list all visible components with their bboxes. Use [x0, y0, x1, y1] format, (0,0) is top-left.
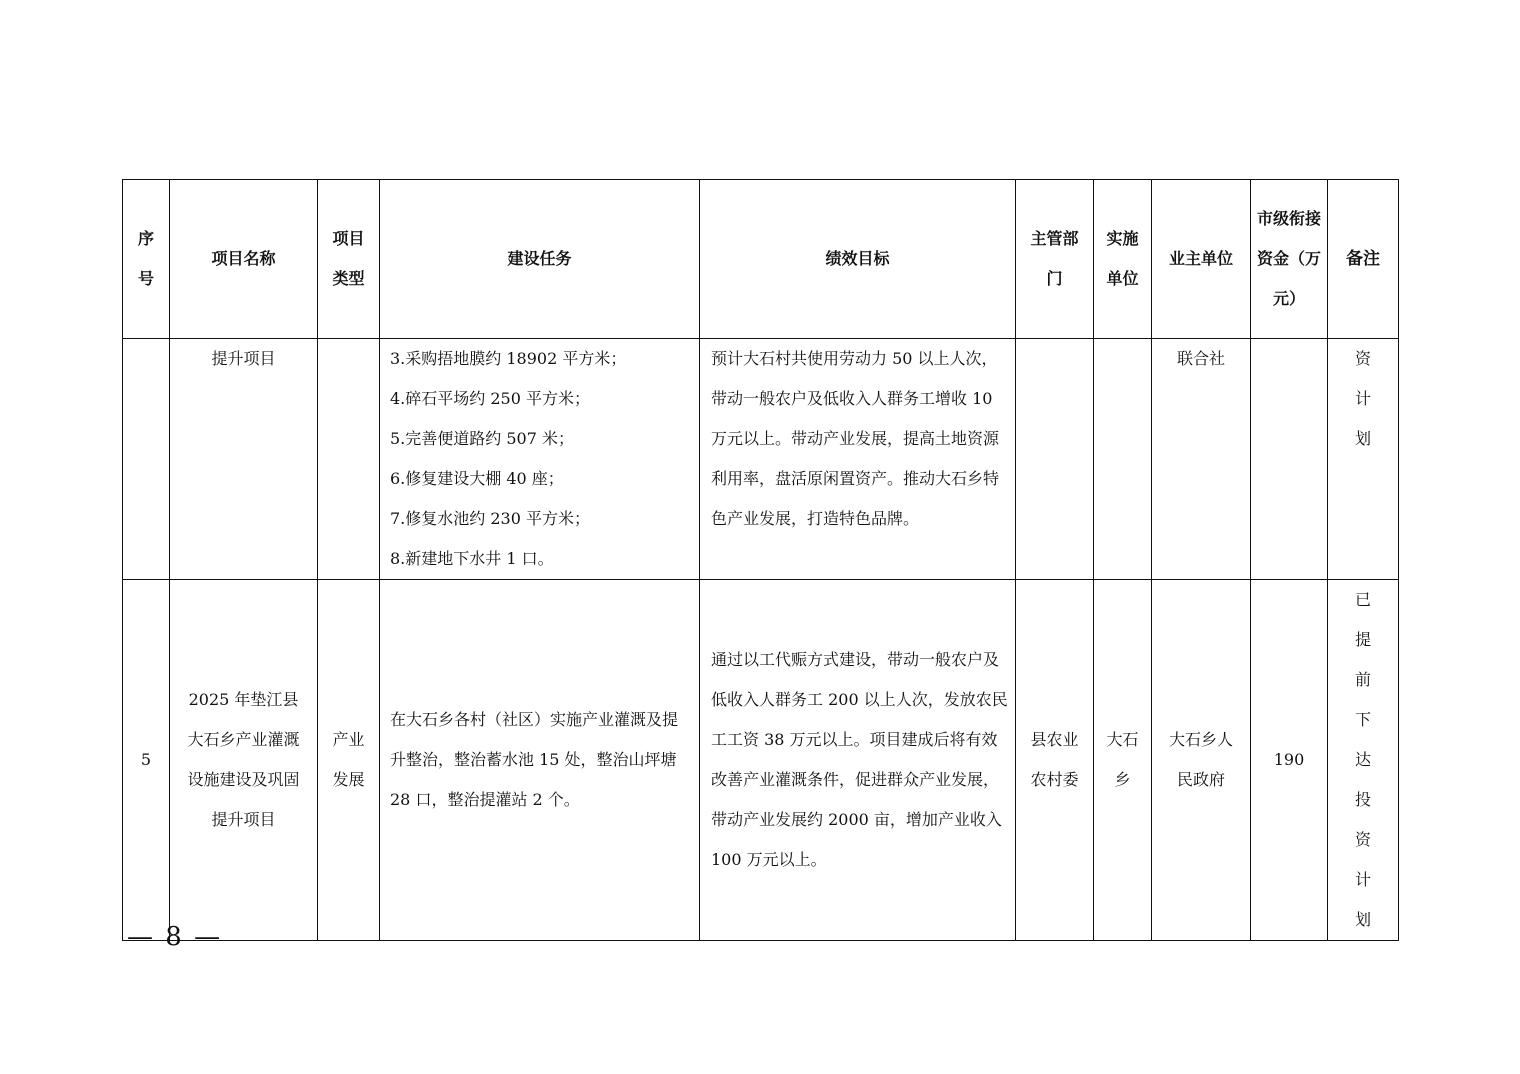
cell-dept: [1016, 339, 1094, 580]
cell-type: [318, 339, 380, 580]
task-line: 4.碎石平场约 250 平方米；: [390, 389, 590, 408]
header-seq: 序号: [123, 180, 170, 339]
task-line: 5.完善便道路约 507 米；: [390, 429, 574, 448]
cell-tasks: [380, 339, 700, 580]
cell-name: 2025 年垫江县大石乡产业灌溉设施建设及巩固提升项目: [170, 580, 318, 941]
cell-tasks: 在大石乡各村（社区）实施产业灌溉及提升整治，整治蓄水池 15 处，整治山坪塘 28 口，整治提灌站 2 个。: [380, 580, 700, 941]
task-line: 6.修复建设大棚 40 座；: [390, 469, 564, 488]
header-owner: 业主单位: [1152, 180, 1251, 339]
cell-dept: 县农业农村委: [1016, 580, 1094, 941]
cell-remark: 已提前下达投资计划: [1328, 580, 1399, 941]
cell-impl: [1094, 339, 1152, 580]
table-row: [123, 339, 1399, 580]
cell-funds: 190: [1251, 580, 1328, 941]
header-goals: 绩效目标: [700, 180, 1016, 339]
header-name: 项目名称: [170, 180, 318, 339]
task-line: 8.新建地下水井 1 口。: [390, 549, 554, 568]
cell-funds: [1251, 339, 1328, 580]
table-row: [123, 580, 1399, 941]
header-impl: 实施单位: [1094, 180, 1152, 339]
page-number: — 8 —: [127, 922, 223, 952]
cell-seq: 5: [123, 580, 170, 941]
header-type: 项目类型: [318, 180, 380, 339]
project-table: [122, 179, 1399, 941]
header-dept: 主管部门: [1016, 180, 1094, 339]
header-tasks: 建设任务: [380, 180, 700, 339]
cell-type: 产业发展: [318, 580, 380, 941]
cell-goals: 通过以工代赈方式建设，带动一般农户及低收入人群务工 200 以上人次，发放农民工工资 38 万元以上。项目建成后将有效改善产业灌溉条件，促进群众产业发展，带动产业发展约 2000 亩，增加产业收入 100 万元以上。: [700, 580, 1016, 941]
cell-owner: 联合社: [1152, 339, 1251, 580]
cell-goals: 预计大石村共使用劳动力 50 以上人次，带动一般农户及低收入人群务工增收 10 万元以上。带动产业发展，提高土地资源利用率，盘活原闲置资产。推动大石乡特色产业发展，打造特色品牌。: [700, 339, 1016, 580]
task-line: 3.采购捂地膜约 18902 平方米；: [390, 349, 627, 368]
cell-name: 提升项目: [170, 339, 318, 580]
task-line: 7.修复水池约 230 平方米；: [390, 509, 590, 528]
header-funds: 市级衔接资金（万元）: [1251, 180, 1328, 339]
cell-remark: 资计划: [1328, 339, 1399, 580]
cell-impl: 大石乡: [1094, 580, 1152, 941]
table-header-row: [123, 180, 1399, 339]
cell-owner: 大石乡人民政府: [1152, 580, 1251, 941]
cell-seq: [123, 339, 170, 580]
header-remark: 备注: [1328, 180, 1399, 339]
